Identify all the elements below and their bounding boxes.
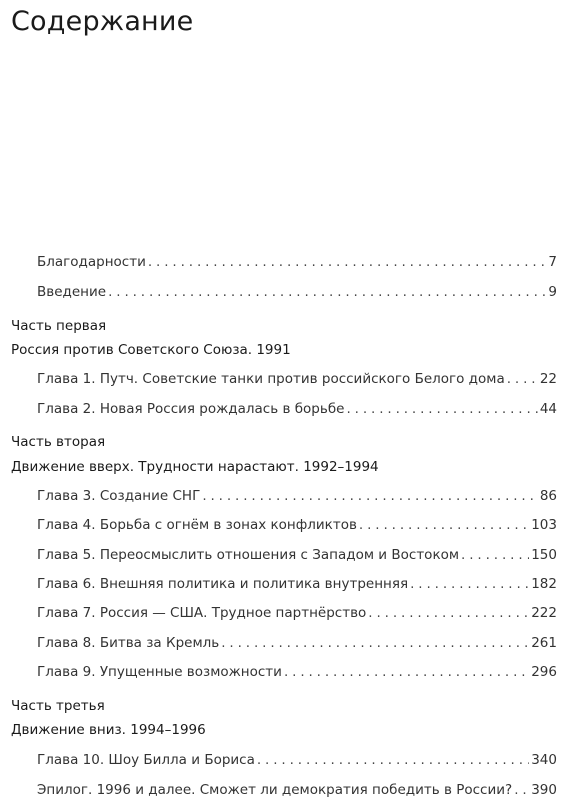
toc-entry-label: Введение [37, 284, 107, 300]
toc-entry-label: Благодарности [37, 254, 146, 270]
toc-entry-introduction[interactable] [37, 282, 557, 302]
toc-entry-label: Эпилог. 1996 и далее. Сможет ли демократия победить в России? [37, 782, 513, 798]
part-label: Часть вторая [11, 434, 106, 450]
toc-entry-page: 22 [539, 371, 557, 387]
toc-entry-chapter-2[interactable] [37, 399, 557, 419]
toc-entry-page: 44 [539, 401, 557, 417]
toc-entry-label: Глава 1. Путч. Советские танки против российского Белого дома [37, 371, 505, 387]
page-title: Содержание [11, 6, 194, 37]
dot-leader [257, 750, 529, 770]
dot-leader [461, 545, 529, 565]
part-title: Россия против Советского Союза. 1991 [11, 342, 291, 358]
toc-entry-acknowledgements[interactable] [37, 252, 557, 272]
toc-entry-label: Глава 2. Новая Россия рождалась в борьбе [37, 401, 345, 417]
dot-leader [284, 662, 529, 682]
toc-entry-epilogue[interactable] [37, 780, 557, 800]
toc-entry-chapter-9[interactable] [37, 662, 557, 682]
dot-leader [514, 780, 529, 800]
dot-leader [368, 603, 529, 623]
toc-entry-page: 390 [531, 782, 557, 798]
toc-entry-page: 86 [539, 488, 557, 504]
toc-entry-label: Глава 10. Шоу Билла и Бориса [37, 752, 255, 768]
toc-entry-page: 9 [548, 284, 557, 300]
part-title: Движение вниз. 1994–1996 [11, 722, 206, 738]
dot-leader [346, 399, 537, 419]
dot-leader [410, 574, 529, 594]
dot-leader [221, 633, 529, 653]
toc-entry-chapter-1[interactable] [37, 369, 557, 389]
toc-entry-label: Глава 4. Борьба с огнём в зонах конфликтов [37, 517, 357, 533]
toc-entry-page: 103 [531, 517, 557, 533]
dot-leader [507, 369, 538, 389]
toc-entry-page: 182 [531, 576, 557, 592]
toc-entry-label: Глава 6. Внешняя политика и политика внутренняя [37, 576, 409, 592]
toc-entry-label: Глава 9. Упущенные возможности [37, 664, 282, 680]
toc-entry-page: 296 [531, 664, 557, 680]
dot-leader [202, 486, 538, 506]
toc-entry-chapter-10[interactable] [37, 750, 557, 770]
dot-leader [359, 515, 529, 535]
toc-entry-chapter-8[interactable] [37, 633, 557, 653]
toc-entry-chapter-6[interactable] [37, 574, 557, 594]
toc-entry-chapter-4[interactable] [37, 515, 557, 535]
toc-entry-label: Глава 8. Битва за Кремль [37, 635, 220, 651]
part-label: Часть третья [11, 698, 105, 714]
dot-leader [148, 252, 547, 272]
dot-leader [108, 282, 546, 302]
toc-entry-chapter-5[interactable] [37, 545, 557, 565]
toc-entry-label: Глава 7. Россия — США. Трудное партнёрство [37, 605, 367, 621]
toc-entry-page: 261 [531, 635, 557, 651]
toc-entry-page: 7 [548, 254, 557, 270]
part-title: Движение вверх. Трудности нарастают. 1992–1994 [11, 459, 379, 475]
toc-entry-label: Глава 3. Создание СНГ [37, 488, 201, 504]
toc-entry-label: Глава 5. Переосмыслить отношения с Западом и Востоком [37, 547, 460, 563]
toc-entry-chapter-7[interactable] [37, 603, 557, 623]
part-label: Часть первая [11, 318, 107, 334]
toc-entry-chapter-3[interactable] [37, 486, 557, 506]
toc-entry-page: 340 [531, 752, 557, 768]
toc-entry-page: 150 [531, 547, 557, 563]
toc-entry-page: 222 [531, 605, 557, 621]
